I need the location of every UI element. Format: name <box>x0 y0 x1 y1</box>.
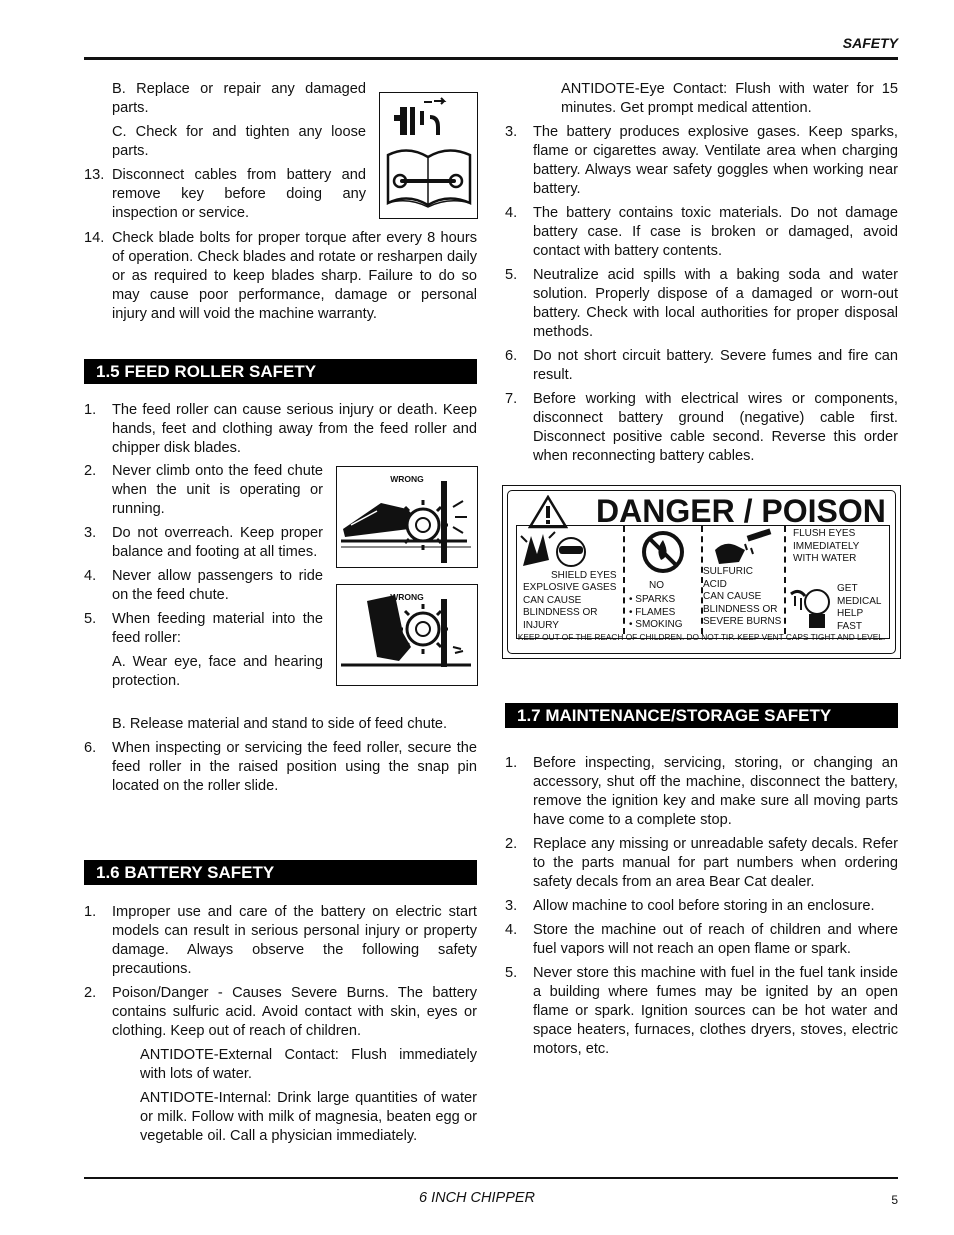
figure-2-label: WRONG <box>390 592 424 602</box>
feed-item-3 <box>84 524 323 562</box>
left-top-text <box>84 80 366 228</box>
panel-divider-3 <box>784 526 786 634</box>
section-battery-heading: 1.6 BATTERY SAFETY <box>84 860 477 885</box>
danger-panel <box>516 525 890 639</box>
item-12c: C. Check for and tighten any loose parts. <box>112 124 366 159</box>
item-13 <box>84 166 366 223</box>
battery-item-3-num: 3. <box>505 124 518 140</box>
maint-item-2-text: Replace any missing or unreadable safety decals. Refer to the parts manual for part numbers when ordering safety decals from an area Bear Cat dealer. <box>533 836 898 890</box>
feed-item-1-text: The feed roller can cause serious injury or death. Keep hands, feet and clothing away from the feed roller and chipper disk blades. <box>112 402 477 456</box>
flush-text <box>793 528 859 566</box>
explosive-line-4: INJURY <box>523 619 559 631</box>
feed-item-6 <box>84 739 477 796</box>
flush-line-1: FLUSH EYES <box>793 528 856 539</box>
battery-item-1-text: Improper use and care of the battery on electric start models can result in serious personal injury or property damage. Always observe the following safety precautions. <box>112 904 477 977</box>
feed-item-5-num: 5. <box>84 611 97 627</box>
sulfuric-text <box>703 566 781 629</box>
battery-item-1 <box>84 903 477 979</box>
feed-item-3-text: Do not overreach. Keep proper balance and footing at all times. <box>112 525 323 560</box>
footer-rule <box>84 1177 898 1179</box>
goggles-icon <box>519 530 591 572</box>
no-list-1: • SPARKS <box>629 594 676 605</box>
battery-item-6-text: Do not short circuit battery. Severe fumes and fire can result. <box>533 348 898 383</box>
maint-item-5-num: 5. <box>505 965 518 981</box>
section-feed-roller-heading: 1.5 FEED ROLLER SAFETY <box>84 359 477 384</box>
battery-item-6 <box>505 347 898 385</box>
battery-item-7-text: Before working with electrical wires or components, disconnect battery ground (negative) cable first. Disconnect positive cable second. Reverse this order when reconnecting battery cables. <box>533 391 898 464</box>
hand-feed-roller-icon <box>336 466 478 568</box>
no-list-3: • SMOKING <box>629 619 683 630</box>
medical-line-1: GET <box>837 583 858 594</box>
flush-line-2: IMMEDIATELY <box>793 540 860 552</box>
warning-triangle-icon <box>528 495 568 529</box>
medical-line-2: MEDICAL <box>837 595 882 607</box>
battery-item-7-num: 7. <box>505 391 518 407</box>
item-12b: B. Replace or repair any damaged parts. <box>112 81 366 116</box>
antidote-eye: ANTIDOTE-Eye Contact: Flush with water for 15 minutes. Get prompt medical attention. <box>561 81 898 116</box>
medical-text <box>837 583 881 633</box>
battery-item-3 <box>505 123 898 199</box>
no-list-2: • FLAMES <box>629 606 676 618</box>
feed-item-4 <box>84 567 323 605</box>
explosive-line-3: BLINDNESS OR <box>523 607 598 618</box>
maint-item-4 <box>505 921 898 959</box>
no-flame-icon <box>641 530 685 574</box>
feed-item-6-text: When inspecting or servicing the feed roller, secure the feed roller in the raised position using the snap pin located on the roller slide. <box>112 740 477 794</box>
shield-eyes-text: SHIELD EYES <box>551 570 617 581</box>
manual-wrench-icon <box>379 92 478 219</box>
medical-line-3: HELP <box>837 608 864 619</box>
maint-item-1 <box>505 754 898 830</box>
sulfuric-line-4: BLINDNESS OR <box>703 603 778 615</box>
feed-item-2-text: Never climb onto the feed chute when the unit is operating or running. <box>112 463 323 517</box>
maint-item-5 <box>505 964 898 1059</box>
acid-icon <box>711 528 781 568</box>
battery-item-4-num: 4. <box>505 205 518 221</box>
maint-item-3 <box>505 897 898 916</box>
explosive-text <box>523 582 616 632</box>
sulfuric-line-1: SULFURIC <box>703 566 754 577</box>
feed-item-5-text: When feeding material into the feed roller: <box>112 611 323 646</box>
feed-item-2 <box>84 462 323 519</box>
footer-title: 6 INCH CHIPPER <box>418 1190 536 1206</box>
section-maintenance-heading: 1.7 MAINTENANCE/STORAGE SAFETY <box>505 703 898 728</box>
item-14-text: Check blade bolts for proper torque after every 8 hours of operation. Check blades and rotate or resharpen daily or as required to keep blades sharp. Failure to do so may cause poor performance, damage or personal injury and will void the machine warranty. <box>112 230 477 322</box>
sulfuric-line-5: SEVERE BURNS <box>703 616 782 627</box>
battery-item-2 <box>84 984 477 1041</box>
item-14 <box>84 229 477 324</box>
feed-item-1-num: 1. <box>84 402 97 418</box>
battery-item-2-num: 2. <box>84 985 97 1001</box>
battery-item-4 <box>505 204 898 261</box>
flush-line-3: WITH WATER <box>793 553 857 564</box>
feed-item-2-num: 2. <box>84 463 97 479</box>
no-text: NO <box>649 580 664 591</box>
medical-line-4: FAST <box>837 620 863 632</box>
battery-item-5-num: 5. <box>505 267 518 283</box>
item-13-text: Disconnect cables from battery and remove key before doing any inspection or service. <box>112 167 366 221</box>
antidote-external: ANTIDOTE-External Contact: Flush immediately with lots of water. <box>140 1047 477 1082</box>
sulfuric-line-2: ACID <box>703 578 727 590</box>
header-rule <box>84 57 898 60</box>
battery-item-5-text: Neutralize acid spills with a baking soda and water solution. Properly dispose of a damaged or worn-out battery. Check with local authorities for proper disposal methods. <box>533 267 898 340</box>
maint-item-4-text: Store the machine out of reach of children and where fuel vapors will not reach an open flame or spark. <box>533 922 898 957</box>
danger-poison-decal <box>502 485 901 659</box>
feed-item-1 <box>84 401 477 458</box>
feed-item-4-num: 4. <box>84 568 97 584</box>
battery-item-6-num: 6. <box>505 348 518 364</box>
feed-item-5 <box>84 610 323 648</box>
maint-item-4-num: 4. <box>505 922 518 938</box>
feed-item-3-num: 3. <box>84 525 97 541</box>
maint-item-3-text: Allow machine to cool before storing in an enclosure. <box>533 898 875 914</box>
maint-item-3-num: 3. <box>505 898 518 914</box>
battery-item-3-text: The battery produces explosive gases. Keep sparks, flame or cigarettes away. Ventilate area when charging battery. Always wear safety goggles when working near battery. <box>533 124 898 197</box>
maint-item-1-text: Before inspecting, servicing, storing, or changing an accessory, shut off the machine, disconnect the battery, remove the ignition key and make sure all moving parts have come to a complete stop. <box>533 755 898 828</box>
battery-item-2-text: Poison/Danger - Causes Severe Burns. The battery contains sulfuric acid. Avoid contact with skin, eyes or clothing. Keep out of reach of children. <box>112 985 477 1039</box>
no-list <box>629 594 683 632</box>
explosive-line-2: CAN CAUSE <box>523 594 582 606</box>
danger-title: DANGER / POISON <box>596 493 886 529</box>
maint-item-5-text: Never store this machine with fuel in the fuel tank inside a building where fumes may be ignited by an open flame or spark. Ignition sources can be hot water and space heaters, furnaces, clothes dryers, stoves, electric motors, etc. <box>533 965 898 1057</box>
item-13-num: 13. <box>84 167 105 183</box>
battery-item-4-text: The battery contains toxic materials. Do not damage battery case. If case is broken or damaged, avoid contact with battery contents. <box>533 205 898 259</box>
maint-item-2-num: 2. <box>505 836 518 852</box>
page-number: 5 <box>891 1193 898 1207</box>
eyewash-icon <box>787 580 839 632</box>
battery-item-1-num: 1. <box>84 904 97 920</box>
explosive-line-1: EXPLOSIVE GASES <box>523 582 617 593</box>
person-feed-chute-icon <box>336 584 478 686</box>
item-14-num: 14. <box>84 230 105 246</box>
panel-divider-1 <box>623 526 625 634</box>
sulfuric-line-3: CAN CAUSE <box>703 591 762 602</box>
figure-1-label: WRONG <box>390 474 424 484</box>
maint-item-1-num: 1. <box>505 755 518 771</box>
feed-sub-b: B. Release material and stand to side of feed chute. <box>112 716 448 732</box>
feed-item-6-num: 6. <box>84 740 97 756</box>
antidote-internal: ANTIDOTE-Internal: Drink large quantities of water or milk. Follow with milk of magnesia, beaten egg or vegetable oil. Call a physician immediately. <box>140 1090 477 1144</box>
feed-sub-a: A. Wear eye, face and hearing protection. <box>112 654 323 689</box>
battery-item-7 <box>505 390 898 466</box>
danger-footer: KEEP OUT OF THE REACH OF CHILDREN. DO NOT TIP. KEEP VENT CAPS TIGHT AND LEVEL. <box>517 632 886 642</box>
header-title: SAFETY <box>842 35 898 51</box>
maint-item-2 <box>505 835 898 892</box>
feed-item-4-text: Never allow passengers to ride on the feed chute. <box>112 568 323 603</box>
battery-item-5 <box>505 266 898 342</box>
